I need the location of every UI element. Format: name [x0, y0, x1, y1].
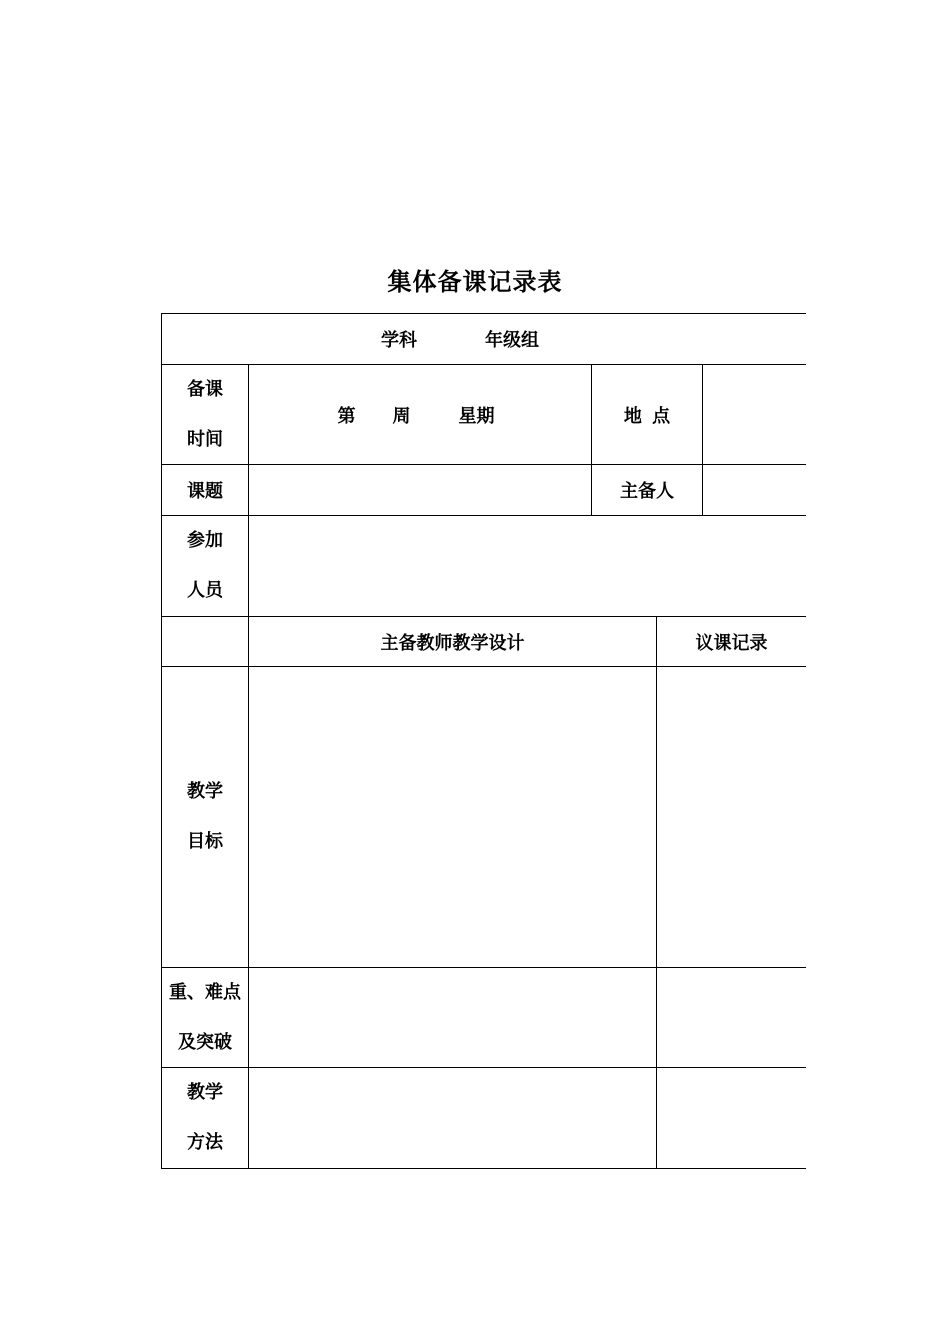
- prep-time-field[interactable]: [249, 365, 591, 464]
- discussion-column-header: 议课记录: [695, 632, 768, 654]
- subject-label: 学科: [381, 330, 417, 351]
- methods-label: 教学 方法: [187, 1082, 223, 1153]
- lead-preparer-field[interactable]: [703, 465, 806, 515]
- document-title: 集体备课记录表: [387, 268, 563, 296]
- methods-design-field[interactable]: [249, 1068, 656, 1168]
- objectives-design-field[interactable]: [249, 667, 656, 967]
- corner-cell: [162, 617, 248, 666]
- weekday-label: 星期: [458, 405, 495, 427]
- topic-field[interactable]: [249, 465, 591, 515]
- prep-time-label: 备课 时间: [187, 378, 223, 450]
- design-column-header: 主备教师教学设计: [380, 632, 525, 654]
- key-points-design-field[interactable]: [249, 968, 656, 1067]
- location-label: 地 点: [623, 405, 671, 427]
- table-border-bottom: [161, 1168, 806, 1169]
- objectives-discussion-field[interactable]: [657, 667, 806, 967]
- key-points-label: 重、难点 及突破: [169, 981, 241, 1053]
- participants-field[interactable]: [249, 516, 806, 616]
- participants-label: 参加 人员: [187, 530, 223, 601]
- lead-preparer-label: 主备人: [620, 481, 674, 502]
- key-points-discussion-field[interactable]: [657, 968, 806, 1067]
- topic-label: 课题: [187, 481, 223, 502]
- week-suffix: 周: [392, 405, 411, 427]
- location-field[interactable]: [703, 365, 806, 464]
- grade-group-label: 年级组: [485, 330, 539, 351]
- prep-record-table: [161, 313, 806, 1169]
- subject-grade-header: [162, 314, 806, 364]
- methods-discussion-field[interactable]: [657, 1068, 806, 1168]
- objectives-label: 教学 目标: [187, 781, 223, 852]
- week-prefix: 第: [337, 405, 356, 427]
